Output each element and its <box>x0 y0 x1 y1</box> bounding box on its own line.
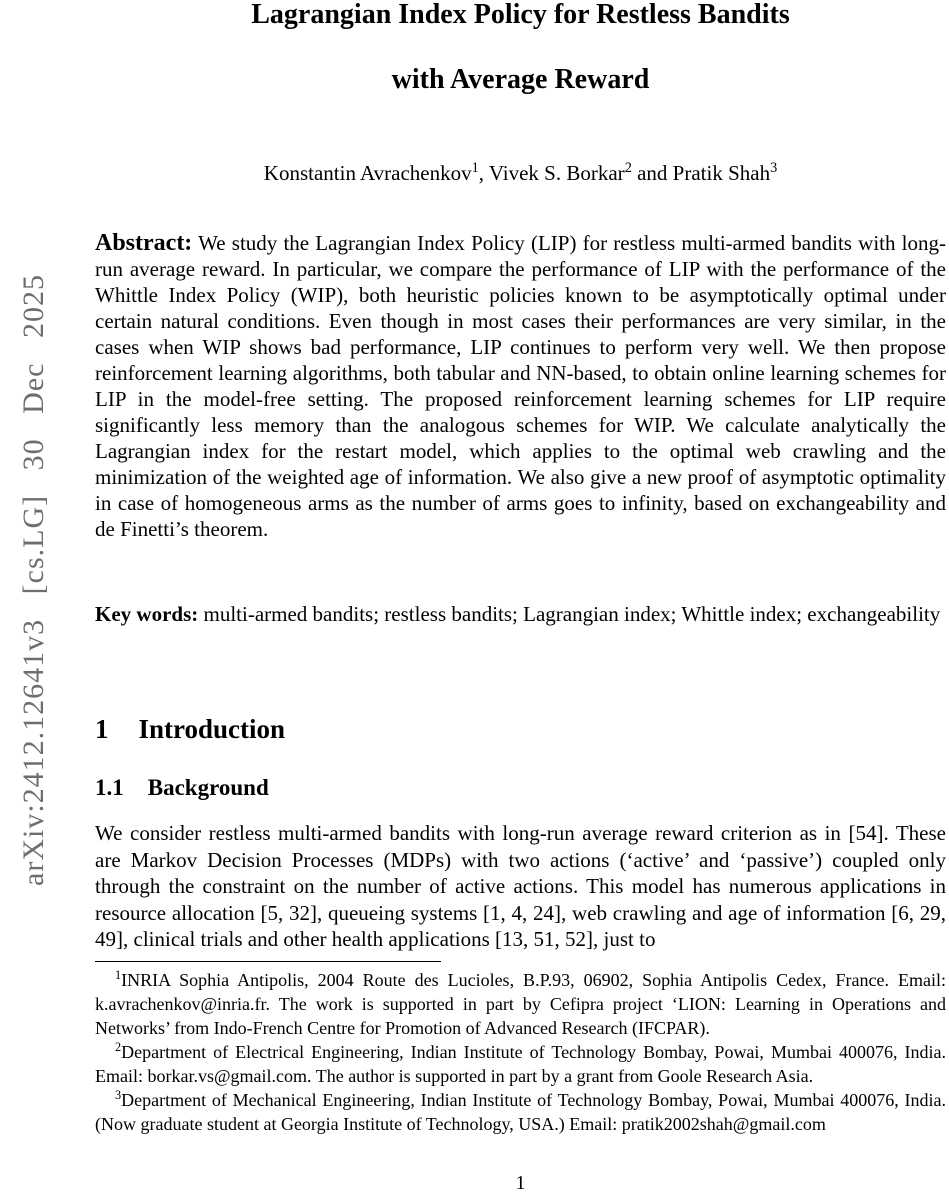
abstract-label: Abstract: <box>95 230 193 256</box>
footnote-3-text: Department of Mechanical Engineering, Indian Institute of Technology Bombay, Powai, Mumbai 400076, India. (Now graduate student at Georgia Institute of Technology, USA.) Email: pratik2002shah@gmail.com <box>95 1090 946 1134</box>
authors-line <box>95 161 946 186</box>
author-separator-2: and <box>631 161 673 185</box>
author-3: Pratik Shah <box>672 161 771 185</box>
footnote-2-text: Department of Electrical Engineering, Indian Institute of Technology Bombay, Powai, Mumbai 400076, India. Email: borkar.vs@gmail.com. The author is supported in part by a grant from Goole Research Asia. <box>95 1042 946 1086</box>
footnote-2 <box>95 1040 946 1088</box>
footnote-1 <box>95 968 946 1040</box>
subsection-title: Background <box>147 775 269 800</box>
paper-title-line1: Lagrangian Index Policy for Restless Bandits <box>251 0 790 30</box>
keywords-label: Key words: <box>95 602 199 626</box>
footnote-1-mark: 1 <box>115 968 122 982</box>
author-3-footnote-mark: 3 <box>770 160 778 176</box>
author-2: Vivek S. Borkar <box>488 161 625 185</box>
keywords-text: multi-armed bandits; restless bandits; Lagrangian index; Whittle index; exchangeability <box>203 602 941 626</box>
footnote-3-mark: 3 <box>115 1088 122 1102</box>
abstract-text: We study the Lagrangian Index Policy (LIP) for restless multi-armed bandits with long-run average reward. In particular, we compare the performance of LIP with the performance of the Whittle Index Policy (WIP), both heuristic policies known to be asymptotically optimal under certain natural conditions. Even though in most cases their performances are very similar, in the cases when WIP shows bad performance, LIP continues to perform very well. We then propose reinforcement learning algorithms, both tabular and NN-based, to obtain online learning schemes for LIP in the model-free setting. The proposed reinforcement learning schemes for LIP require significantly less memory than the analogous schemes for WIP. We calculate analytically the Lagrangian index for the restart model, which applies to the optimal web crawling and the minimization of the weighted age of information. We also give a new proof of asymptotic optimality in case of homogeneous arms as the number of arms goes to infinity, based on exchangeability and de Finetti’s theorem. <box>95 231 947 541</box>
footnote-1-text: INRIA Sophia Antipolis, 2004 Route des Lucioles, B.P.93, 06902, Sophia Antipolis Cedex, France. Email: k.avrachenkov@inria.fr. The work is supported in part by Cefipra project ‘LION: Learning in Operations and Networks’ from Indo-French Centre for Promotion of Advanced Research (IFCPAR). <box>95 970 946 1038</box>
section-heading-introduction <box>95 716 946 743</box>
footnote-rule <box>95 961 441 962</box>
footnote-3 <box>95 1088 946 1136</box>
abstract-paragraph <box>95 230 946 542</box>
footnote-2-mark: 2 <box>115 1040 122 1054</box>
author-separator-1: , <box>478 161 489 185</box>
page-number: 1 <box>515 1172 526 1194</box>
author-1-footnote-mark: 1 <box>471 160 479 176</box>
section-title: Introduction <box>138 714 286 744</box>
subsection-heading-background <box>95 776 946 799</box>
section-number: 1 <box>95 714 109 744</box>
author-1: Konstantin Avrachenkov <box>263 161 472 185</box>
keywords-paragraph <box>95 601 946 627</box>
footnotes-block <box>95 961 946 1136</box>
paper-title <box>95 0 946 95</box>
paper-title-line2: with Average Reward <box>391 64 650 95</box>
arxiv-watermark: arXiv:2412.12641v3 [cs.LG] 30 Dec 2025 <box>17 274 50 886</box>
body-paragraph: We consider restless multi-armed bandits with long-run average reward criterion as in [54]. These are Markov Decision Processes (MDPs) with two actions (‘active’ and ‘passive’) coupled only through the constraint on the number of active actions. This model has numerous applications in resource allocation [5, 32], queueing systems [1, 4, 24], web crawling and age of information [6, 29, 49], clinical trials and other health applications [13, 51, 52], just to <box>95 821 946 951</box>
subsection-number: 1.1 <box>95 775 124 800</box>
author-2-footnote-mark: 2 <box>624 160 632 176</box>
